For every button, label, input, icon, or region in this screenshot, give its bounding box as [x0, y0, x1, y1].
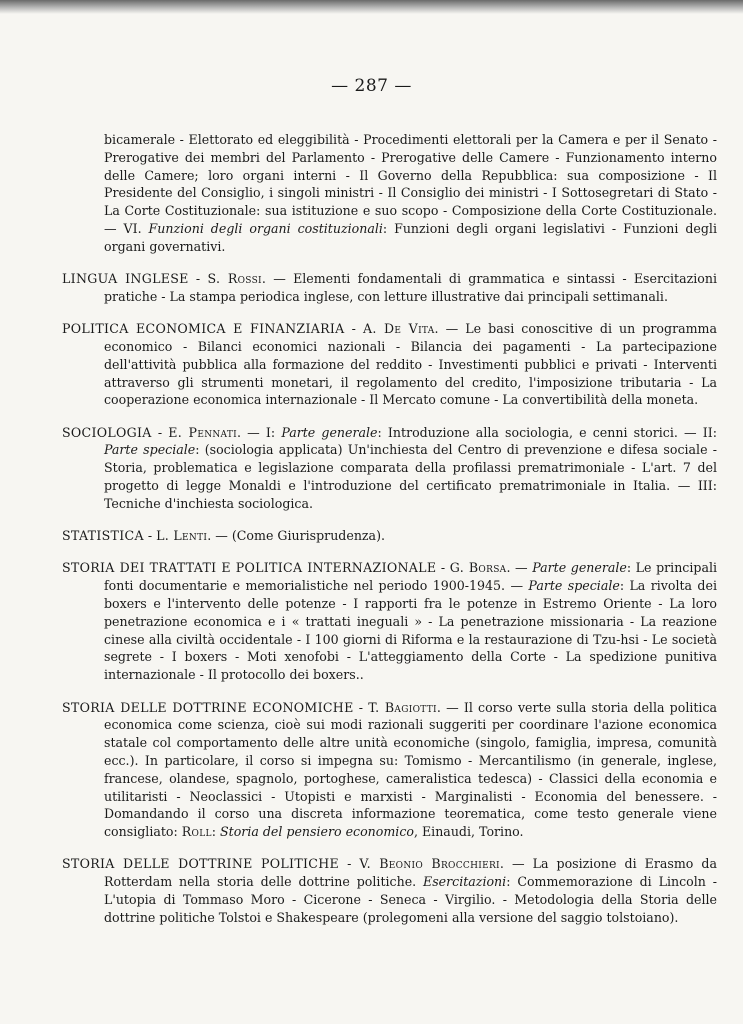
- entry-italic: Funzioni degli organi costituzionali: [148, 220, 383, 236]
- entry-text: : Commemorazione di Lincoln - L'utopia di Tommaso Moro - Cicerone - Seneca - Virgilio. - Metodologia della Storia delle dottrine politiche Tolstoi e Shakespeare (prolegomeni alla versione del saggio tolstoiano).: [104, 874, 717, 925]
- course-title: STATISTICA: [62, 528, 144, 544]
- scan-edge-shadow: [0, 0, 743, 14]
- page-number: — 287 —: [331, 76, 412, 96]
- entry-text: , Einaudi, Torino.: [413, 824, 524, 840]
- entry-italic: Esercitazioni: [423, 874, 507, 890]
- course-teacher: S. Rossi: [207, 271, 262, 287]
- course-entry-lingua-inglese: LINGUA INGLESE - S. Rossi. — Elementi fondamentali di grammatica e sintassi - Esercitazioni pratiche - La stampa periodica inglese, con letture illustrative dai principali settimanali.: [62, 271, 718, 304]
- entry-italic: Parte speciale: [528, 578, 620, 594]
- entry-text: . — Elementi fondamentali di grammatica e sintassi - Esercitazioni pratiche - La stampa periodica inglese, con letture illustrative dai principali settimanali.: [104, 271, 718, 304]
- entry-text: . — I:: [237, 424, 282, 440]
- course-entry-storia-trattati: STORIA DEI TRATTATI E POLITICA INTERNAZIONALE - G. Borsa. — Parte generale: Le principali fonti documentarie e memorialistiche nel periodo 1900-1945. — Parte speciale: La rivolta dei boxers e l'intervento delle potenze - I rapporti fra le potenze in Estremo Oriente - La loro penetrazione economica e i « trattati ineguali » - La penetrazione missionaria - La reazione cinese alla civiltà occidentale - I 100 giorni di Riforma e la restaurazione di Tzu-hsi - Le società segrete - I boxers - Moti xenofobi - L'atteggiamento della Corte - La spedizione punitiva internazionale - Il protocollo dei boxers..: [62, 560, 718, 683]
- course-teacher: V. Beonio Brocchieri: [359, 856, 500, 872]
- entry-text: : La rivolta dei boxers e l'intervento delle potenze - I rapporti fra le potenze in Estremo Oriente - La loro penetrazione economica e i « trattati ineguali » - La penetrazione missionaria - La reazione cinese alla civiltà occidentale - I 100 giorni di Riforma e la restaurazione di Tzu-hsi - Le società segrete - I boxers - Moti xenofobi - L'atteggiamento della Corte - La spedizione punitiva internazionale - Il protocollo dei boxers..: [104, 578, 717, 683]
- course-title: LINGUA INGLESE: [62, 271, 189, 287]
- course-teacher: A. De Vita: [362, 321, 435, 337]
- entry-italic: Parte generale: [281, 424, 378, 440]
- course-title: STORIA DELLE DOTTRINE ECONOMICHE: [62, 699, 354, 715]
- course-title: POLITICA ECONOMICA E FINANZIARIA: [62, 321, 345, 337]
- entry-text: . —: [506, 560, 533, 576]
- entry-text: :: [211, 824, 221, 840]
- entry-text: . — (Come Giurisprudenza).: [207, 528, 385, 544]
- course-list: [62, 131, 717, 941]
- entry-text: bicamerale - Elettorato ed eleggibilità - Procedimenti elettorali per la Camera e per il Senato - Prerogative dei membri del Parlamento - Prerogative delle Camere - Funzionamento interno delle Camere; loro organi interni - Il Governo della Repubblica: sua composizione - Il Presidente del Consiglio, i singoli ministri - Il Consiglio dei ministri - I Sottosegretari di Stato - La Corte Costituzionale: sua istituzione e suo scopo - Composizione della Corte Costituzionale. — VI.: [104, 132, 717, 236]
- entry-italic: Storia del pensiero economico: [220, 824, 414, 840]
- course-title: STORIA DELLE DOTTRINE POLITICHE: [62, 856, 340, 872]
- entry-italic: Parte generale: [532, 560, 627, 576]
- course-teacher: E. Pennati: [168, 424, 238, 440]
- course-entry-dottrine-politiche: STORIA DELLE DOTTRINE POLITICHE - V. Beonio Brocchieri. — La posizione di Erasmo da Rotterdam nella storia delle dottrine politiche. Esercitazioni: Commemorazione di Lincoln - L'utopia di Tommaso Moro - Cicerone - Seneca - Virgilio. - Metodologia della Storia delle dottrine politiche Tolstoi e Shakespeare (prolegomeni alla versione del saggio tolstoiano).: [62, 856, 718, 925]
- course-teacher: T. Bagiotti: [368, 699, 437, 715]
- course-entry-continuation: [62, 131, 717, 256]
- entry-italic: Parte speciale: [104, 442, 196, 458]
- course-title: SOCIOLOGIA: [62, 424, 152, 440]
- course-teacher: L. Lenti: [156, 528, 208, 544]
- entry-text: : Introduzione alla sociologia, e cenni storici. — II:: [377, 424, 717, 440]
- course-entry-dottrine-economiche: STORIA DELLE DOTTRINE ECONOMICHE - T. Bagiotti. — Il corso verte sulla storia della politica economica come scienza, cioè sui modi razionali suggeriti per coordinare l'azione economica statale col comportamento delle altre unità economiche (singolo, famiglia, impresa, comunità ecc.). In particolare, il corso si impegna su: Tomismo - Mercantilismo (in generale, inglese, francese, olandese, spagnolo, portoghese, cameralistica tedesca) - Classici della economia e utilitaristi - Neoclassici - Utopisti e marxisti - Marginalisti - Economia del benessere. - Domandando il corso una discreta informazione teorematica, come testo generale viene consigliato: Roll: Storia del pensiero economico, Einaudi, Torino.: [62, 699, 718, 840]
- course-entry-politica-economica: POLITICA ECONOMICA E FINANZIARIA - A. De Vita. — Le basi conoscitive di un programma economico - Bilanci economici nazionali - Bilancia dei pagamenti - La partecipazione dell'attività pubblica alla formazione del reddito - Investimenti pubblici e privati - Interventi attraverso gli strumenti monetari, il regolamento del credito, l'imposizione tributaria - La cooperazione economica internazionale - Il Mercato comune - La convertibilità della moneta.: [62, 321, 717, 408]
- entry-text: : Funzioni degli organi legislativi - Funzioni degli organi governativi.: [104, 220, 717, 254]
- course-entry-sociologia: SOCIOLOGIA - E. Pennati. — I: Parte generale: Introduzione alla sociologia, e cenni storici. — II: Parte speciale: (sociologia applicata) Un'inchiesta del Centro di prevenzione e difesa sociale - Storia, problematica e legislazione comparata della profilassi prematrimoniale - L'art. 7 del progetto di legge Monaldi e l'introduzione del certificato prematrimoniale in Italia. — III: Tecniche d'inchiesta sociologica.: [62, 424, 717, 511]
- entry-text: . — Il corso verte sulla storia della politica economica come scienza, cioè sui modi razionali suggeriti per coordinare l'azione economica statale col comportamento delle altre unità economiche (singolo, famiglia, impresa, comunità ecc.). In particolare, il corso si impegna su: Tomismo - Mercantilismo (in generale, inglese, francese, olandese, spagnolo, portoghese, cameralistica tedesca) - Classici della economia e utilitaristi - Neoclassici - Utopisti e marxisti - Marginalisti - Economia del benessere. - Domandando il corso una discreta informazione teorematica, come testo generale viene consigliato:: [104, 699, 718, 840]
- course-entry-statistica: STATISTICA - L. Lenti. — (Come Giurisprudenza).: [62, 528, 385, 544]
- course-teacher: G. Borsa: [449, 560, 507, 576]
- entry-text: : (sociologia applicata) Un'inchiesta del Centro di prevenzione e difesa sociale - Storia, problematica e legislazione comparata della profilassi prematrimoniale - L'art. 7 del progetto di legge Monaldi e l'introduzione del certificato prematrimoniale in Italia. — III: Tecniche d'inchiesta sociologica.: [104, 442, 717, 511]
- course-title: STORIA DEI TRATTATI E POLITICA INTERNAZIONALE: [62, 560, 437, 576]
- entry-text: . — Le basi conoscitive di un programma economico - Bilanci economici nazionali - Bilancia dei pagamenti - La partecipazione dell'attività pubblica alla formazione del reddito - Investimenti pubblici e privati - Interventi attraverso gli strumenti monetari, il regolamento del credito, l'imposizione tributaria - La cooperazione economica internazionale - Il Mercato comune - La convertibilità della moneta.: [104, 321, 717, 408]
- cited-author: Roll: [181, 824, 212, 840]
- entry-text: : Le principali fonti documentarie e memorialistiche nel periodo 1900-1945. —: [104, 560, 718, 594]
- entry-text: . — La posizione di Erasmo da Rotterdam nella storia delle dottrine politiche.: [104, 856, 718, 890]
